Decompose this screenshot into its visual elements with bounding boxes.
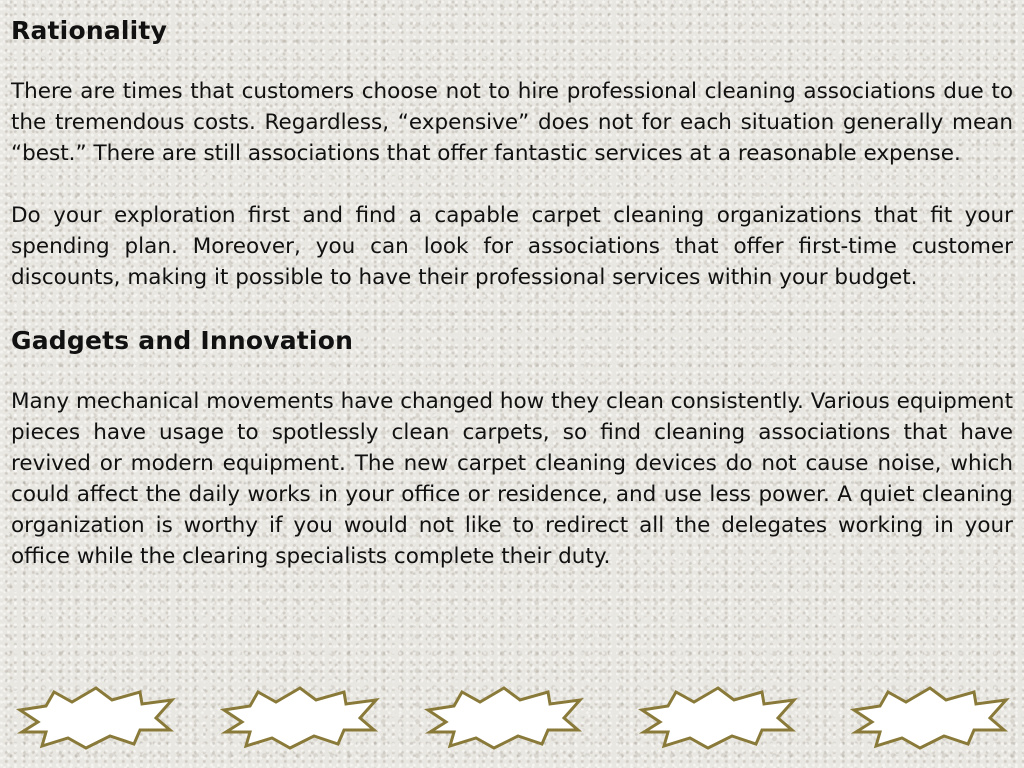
starburst-icon xyxy=(220,686,380,752)
starburst-row xyxy=(0,686,1024,756)
section-heading-rationality: Rationality xyxy=(11,16,168,45)
starburst-icon xyxy=(638,686,798,752)
slide-content xyxy=(11,14,1013,572)
paragraph-budget: Do your exploration first and find a capable carpet cleaning organizations that fit your spending plan. Moreover, you can look for associations that offer first-time customer discounts, making it possible to have their professional services within your budget. xyxy=(11,203,1013,290)
starburst-icon xyxy=(424,686,584,752)
starburst-icon xyxy=(850,686,1010,752)
paragraph-costs: There are times that customers choose not to hire professional cleaning associations due to the tremendous costs. Regardless, “expensive” does not for each situation generally mean “best.” There are still associations that offer fantastic services at a reasonable expense. xyxy=(11,79,1013,166)
starburst-icon xyxy=(16,686,176,752)
section-heading-gadgets: Gadgets and Innovation xyxy=(11,326,354,355)
paragraph-equipment: Many mechanical movements have changed how they clean consistently. Various equipment pieces have usage to spotlessly clean carpets, so find cleaning associations that have revived or modern equipment. The new carpet cleaning devices do not cause noise, which could affect the daily works in your office or residence, and use less power. A quiet cleaning organization is worthy if you would not like to redirect all the delegates working in your office while the clearing specialists complete their duty. xyxy=(11,389,1013,569)
